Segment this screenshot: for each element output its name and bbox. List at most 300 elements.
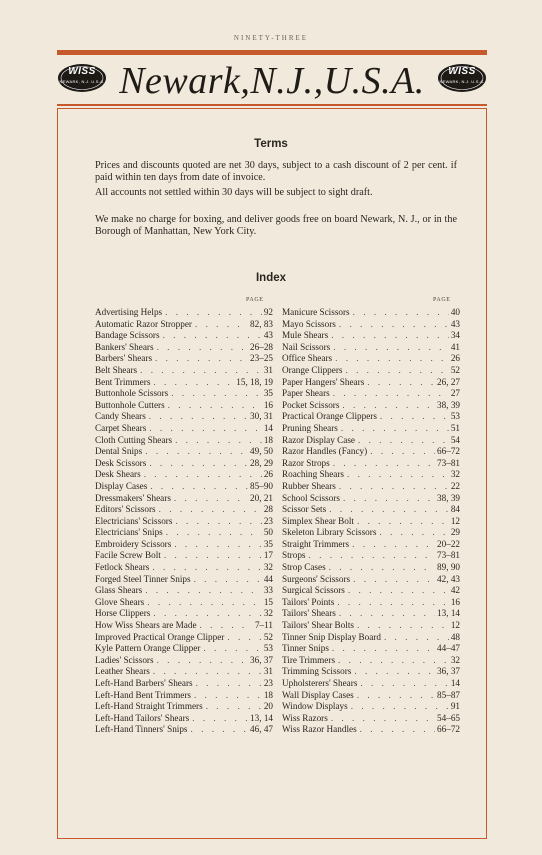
leader-dots xyxy=(161,550,262,562)
index-entry-name: Glass Shears xyxy=(95,585,143,596)
index-entry-name: Rubber Shears xyxy=(282,480,336,491)
index-entry-name: Strop Cases xyxy=(282,562,326,573)
index-entry-name: Tailors' Points xyxy=(282,596,335,607)
index-entry-name: Practical Orange Clippers xyxy=(282,411,377,422)
index-entry-page: 12 xyxy=(450,620,460,631)
index-entry xyxy=(95,493,273,505)
leader-dots xyxy=(150,666,262,678)
leader-dots xyxy=(381,632,449,644)
header-rule-thick xyxy=(57,50,487,55)
index-entry-name: Strops xyxy=(282,550,306,561)
leader-dots xyxy=(335,655,449,667)
index-entry-name: Belt Shears xyxy=(95,364,138,375)
index-entry-page: 51 xyxy=(450,422,460,433)
leader-dots xyxy=(345,585,449,597)
index-entry-name: Buttonhole Cutters xyxy=(95,399,165,410)
leader-dots xyxy=(146,458,248,470)
leader-dots xyxy=(348,701,449,713)
index-entry xyxy=(282,493,460,505)
leader-dots xyxy=(146,423,262,435)
index-entry-page: 28 xyxy=(263,504,273,515)
index-entry-name: Surgical Scissors xyxy=(282,585,345,596)
index-entry-name: Orange Clippers xyxy=(282,364,343,375)
index-entry xyxy=(95,527,273,539)
index-entry-page: 52 xyxy=(263,631,273,642)
index-entry-page: 18 xyxy=(263,689,273,700)
index-entry xyxy=(95,353,273,365)
index-entry-name: Left-Hand Straight Trimmers xyxy=(95,701,203,712)
leader-dots xyxy=(339,400,435,412)
index-entry-name: Simplex Shear Bolt xyxy=(282,515,354,526)
terms-heading: Terms xyxy=(254,138,288,150)
index-entry xyxy=(95,516,273,528)
index-entry-name: Tinner Snips xyxy=(282,643,329,654)
leader-dots xyxy=(340,493,435,505)
leader-dots xyxy=(171,539,262,551)
index-entry xyxy=(282,342,460,354)
index-entry xyxy=(282,585,460,597)
index-entry xyxy=(95,597,273,609)
index-entry-name: Left-Hand Tailors' Shears xyxy=(95,712,190,723)
index-entry xyxy=(95,690,273,702)
leader-dots xyxy=(354,690,435,702)
index-entry xyxy=(95,342,273,354)
leader-dots xyxy=(350,307,449,319)
index-entry-name: Barbers' Shears xyxy=(95,353,153,364)
index-entry-name: Tinner Snip Display Board xyxy=(282,631,381,642)
leader-dots xyxy=(191,574,262,586)
leader-dots xyxy=(342,365,448,377)
index-entry-page: 23 xyxy=(263,515,273,526)
index-entry-name: School Scissors xyxy=(282,492,340,503)
index-entry-page: 33 xyxy=(263,585,273,596)
index-entry xyxy=(95,423,273,435)
leader-dots xyxy=(350,574,435,586)
leader-dots xyxy=(150,608,261,620)
index-entry xyxy=(282,608,460,620)
leader-dots xyxy=(306,550,436,562)
index-entry-page: 53 xyxy=(450,411,460,422)
index-entry-name: Glove Shears xyxy=(95,596,145,607)
index-entry xyxy=(282,330,460,342)
leader-dots xyxy=(349,539,435,551)
index-entry xyxy=(282,400,460,412)
leader-dots xyxy=(344,469,449,481)
index-entry-page: 85–87 xyxy=(437,689,460,700)
index-entry-name: Wiss Razors xyxy=(282,712,328,723)
index-entry xyxy=(95,574,273,586)
leader-dots xyxy=(336,481,449,493)
index-entry-page: 32 xyxy=(450,469,460,480)
index-entry-page: 31 xyxy=(263,666,273,677)
index-entry xyxy=(282,724,460,736)
leader-dots xyxy=(328,330,449,342)
index-entry-name: Mayo Scissors xyxy=(282,318,336,329)
leader-dots xyxy=(197,620,253,632)
leader-dots xyxy=(142,446,248,458)
index-entry-page: 18 xyxy=(263,434,273,445)
index-entry-page: 84 xyxy=(450,504,460,515)
index-entry xyxy=(282,516,460,528)
leader-dots xyxy=(189,713,248,725)
index-entry xyxy=(282,539,460,551)
index-entry-page: 14 xyxy=(450,678,460,688)
index-entry xyxy=(95,655,273,667)
index-entry-page: 26 xyxy=(450,353,460,364)
leader-dots xyxy=(338,423,449,435)
index-entry-name: Forged Steel Tinner Snips xyxy=(95,573,191,584)
index-entry-name: Surgeons' Scissors xyxy=(282,573,351,584)
index-entry xyxy=(95,411,273,423)
leader-dots xyxy=(355,435,449,447)
index-entry-name: Improved Practical Orange Clipper xyxy=(95,631,225,642)
index-entry xyxy=(95,585,273,597)
index-entry-name: Candy Shears xyxy=(95,411,146,422)
leader-dots xyxy=(154,342,248,354)
leader-dots xyxy=(367,446,435,458)
index-entry xyxy=(282,562,460,574)
index-entry xyxy=(95,643,273,655)
index-entry-page: 32 xyxy=(263,608,273,619)
index-entry xyxy=(95,632,273,644)
index-entry xyxy=(282,666,460,678)
leader-dots xyxy=(364,377,435,389)
leader-dots xyxy=(203,701,262,713)
index-entry xyxy=(282,469,460,481)
index-entry xyxy=(95,562,273,574)
wiss-logo-right xyxy=(437,63,487,93)
index-entry xyxy=(282,365,460,377)
index-entry-name: Wiss Razor Handles xyxy=(282,724,357,735)
index-entry-page: 20–22 xyxy=(437,538,460,549)
index-entry-name: Electricians' Snips xyxy=(95,527,163,538)
leader-dots xyxy=(200,643,261,655)
index-entry-page: 42, 43 xyxy=(437,573,460,584)
index-entry-name: Cloth Cutting Shears xyxy=(95,434,173,445)
index-entry-name: Tailors' Shear Bolts xyxy=(282,620,354,631)
index-entry xyxy=(95,550,273,562)
index-entry-page: 54–65 xyxy=(437,712,460,723)
index-entry-name: Wall Display Cases xyxy=(282,689,354,700)
index-entry xyxy=(282,388,460,400)
index-entry xyxy=(95,319,273,331)
index-entry-page: 16 xyxy=(263,399,273,410)
index-entry-name: Tailors' Shears xyxy=(282,608,336,619)
leader-dots xyxy=(152,353,248,365)
leader-dots xyxy=(162,307,262,319)
index-entry xyxy=(282,307,460,319)
index-entry-name: Straight Trimmers xyxy=(282,538,350,549)
index-entry-name: Manicure Scissors xyxy=(282,307,350,317)
index-entry-page: 73–81 xyxy=(437,550,460,561)
index-entry-page: 31 xyxy=(263,364,273,375)
index-entry-page: 66–72 xyxy=(437,446,460,457)
leader-dots xyxy=(336,608,435,620)
leader-dots xyxy=(137,365,262,377)
index-entry-name: Upholsterers' Shears xyxy=(282,678,358,688)
leader-dots xyxy=(357,678,448,690)
index-entry-page: 91 xyxy=(450,701,460,712)
index-entry-page: 32 xyxy=(450,654,460,665)
leader-dots xyxy=(330,458,435,470)
index-entry-page: 20 xyxy=(263,701,273,712)
index-entry-page: 38, 39 xyxy=(437,399,460,410)
index-entry-name: Editors' Scissors xyxy=(95,504,156,515)
leader-dots xyxy=(357,724,435,736)
index-entry xyxy=(282,643,460,655)
index-entry-page: 42 xyxy=(450,585,460,596)
index-entry-name: Bent Trimmers xyxy=(95,376,151,387)
leader-dots xyxy=(377,411,449,423)
leader-dots xyxy=(351,666,435,678)
index-entry-name: Carpet Shears xyxy=(95,422,147,433)
index-entry xyxy=(95,666,273,678)
leader-dots xyxy=(330,342,449,354)
index-entry-page: 34 xyxy=(450,330,460,341)
index-entry-page: 44–47 xyxy=(437,643,460,654)
leader-dots xyxy=(336,319,449,331)
index-entry xyxy=(95,724,273,736)
index-entry-page: 40 xyxy=(450,307,460,317)
index-entry xyxy=(282,353,460,365)
index-entry-page: 15 xyxy=(263,596,273,607)
index-entry xyxy=(282,655,460,667)
index-entry-page: 38, 39 xyxy=(437,492,460,503)
index-entry-page: 66–72 xyxy=(437,724,460,735)
index-entry-page: 82, 83 xyxy=(250,318,273,329)
index-entry xyxy=(282,435,460,447)
leader-dots xyxy=(224,632,261,644)
index-entry-name: Horse Clippers xyxy=(95,608,151,619)
leader-dots xyxy=(149,562,261,574)
leader-dots xyxy=(188,724,249,736)
leader-dots xyxy=(168,388,262,400)
index-entry xyxy=(282,701,460,713)
index-entry-name: Fetlock Shears xyxy=(95,562,150,573)
index-entry-name: Skeleton Library Scissors xyxy=(282,527,377,538)
index-entry xyxy=(95,701,273,713)
index-entry xyxy=(95,608,273,620)
index-entry-name: Pruning Shears xyxy=(282,422,338,433)
index-entry xyxy=(282,713,460,725)
index-entry xyxy=(282,481,460,493)
index-entry-page: 27 xyxy=(450,388,460,399)
terms-paragraph: Prices and discounts quoted are net 30 days, subject to a cash discount of 2 per cent. if paid within ten days from date of invoice. xyxy=(95,160,457,183)
leader-dots xyxy=(328,713,435,725)
index-entry-page: 50 xyxy=(263,527,273,538)
index-entry-page: 73–81 xyxy=(437,457,460,468)
leader-dots xyxy=(156,504,262,516)
leader-dots xyxy=(142,585,262,597)
index-entry-name: Roaching Shears xyxy=(282,469,345,480)
index-entry xyxy=(282,690,460,702)
index-entry-name: Bankers' Shears xyxy=(95,341,154,352)
index-entry-page: 52 xyxy=(450,364,460,375)
index-entry-page: 16 xyxy=(450,596,460,607)
index-entry xyxy=(95,377,273,389)
index-entry xyxy=(282,632,460,644)
index-entry-page: 30, 31 xyxy=(250,411,273,422)
index-entry-name: Bandage Scissors xyxy=(95,330,160,341)
index-entry-page: 54 xyxy=(450,434,460,445)
terms-paragraph: All accounts not settled within 30 days will be subject to sight draft. xyxy=(95,187,373,198)
index-entry xyxy=(95,388,273,400)
index-entry-page: 41 xyxy=(450,341,460,352)
index-entry-page: 13, 14 xyxy=(250,712,273,723)
index-entry-name: Trimming Scissors xyxy=(282,666,352,677)
index-entry-name: Display Cases xyxy=(95,480,148,491)
index-entry-name: Left-Hand Bent Trimmers xyxy=(95,689,191,700)
index-entry xyxy=(282,620,460,632)
leader-dots xyxy=(144,597,262,609)
index-entry-page: 32 xyxy=(263,562,273,573)
leader-dots xyxy=(141,469,262,481)
index-entry xyxy=(95,307,273,319)
index-entry xyxy=(95,400,273,412)
leader-dots xyxy=(150,377,234,389)
index-entry-name: Left-Hand Tinners' Snips xyxy=(95,724,188,735)
index-entry xyxy=(282,504,460,516)
leader-dots xyxy=(329,643,435,655)
index-entry xyxy=(95,620,273,632)
leader-dots xyxy=(354,516,449,528)
index-entry-name: Nail Scissors xyxy=(282,341,331,352)
index-entry-name: Advertising Helps xyxy=(95,307,163,317)
index-entry-page: 35 xyxy=(263,538,273,549)
index-entry xyxy=(95,504,273,516)
letterhead-title: Newark,N.J.,U.S.A. xyxy=(119,60,425,102)
index-entry-name: Office Shears xyxy=(282,353,333,364)
index-entry-name: Razor Handles (Fancy) xyxy=(282,446,368,457)
index-entry-name: Leather Shears xyxy=(95,666,150,677)
index-entry-name: Automatic Razor Stropper xyxy=(95,318,192,329)
leader-dots xyxy=(330,388,449,400)
leader-dots xyxy=(332,353,449,365)
page-column-header-right: PAGE xyxy=(433,297,451,303)
index-entry xyxy=(282,411,460,423)
leader-dots xyxy=(172,435,262,447)
index-entry-name: Tire Trimmers xyxy=(282,654,336,665)
index-entry xyxy=(282,423,460,435)
index-entry-page: 85–90 xyxy=(250,480,273,491)
leader-dots xyxy=(334,597,449,609)
index-entry-page: 12 xyxy=(450,515,460,526)
index-entry-name: Pocket Scissors xyxy=(282,399,340,410)
index-entry-page: 26 xyxy=(263,469,273,480)
index-entry-name: Window Displays xyxy=(282,701,348,712)
leader-dots xyxy=(154,655,248,667)
index-entry xyxy=(282,446,460,458)
leader-dots xyxy=(147,481,248,493)
leader-dots xyxy=(376,527,448,539)
index-entry xyxy=(95,446,273,458)
leader-dots xyxy=(191,690,262,702)
index-entry xyxy=(95,481,273,493)
leader-dots xyxy=(172,516,261,528)
logo-text: WISS xyxy=(68,66,96,77)
index-entry-name: Mule Shears xyxy=(282,330,329,341)
index-entry xyxy=(282,574,460,586)
index-entry xyxy=(282,678,460,690)
index-entry-page: 28, 29 xyxy=(250,457,273,468)
index-entry-page: 43 xyxy=(263,330,273,341)
logo-subtext: NEWARK, N.J. U.S.A. xyxy=(439,79,485,84)
index-entry-page: 29 xyxy=(450,527,460,538)
index-entry-page: 44 xyxy=(263,573,273,584)
index-entry-page: 36, 37 xyxy=(437,666,460,677)
logo-subtext: NEWARK, N.J. U.S.A. xyxy=(59,79,105,84)
index-entry-name: Paper Shears xyxy=(282,388,330,399)
index-entry xyxy=(95,678,273,690)
index-entry-name: Embroidery Scissors xyxy=(95,538,172,549)
index-entry xyxy=(282,319,460,331)
index-entry-page: 36, 37 xyxy=(250,654,273,665)
index-entry-page: 23 xyxy=(263,678,273,688)
index-entry-page: 48 xyxy=(450,631,460,642)
index-entry-page: 26, 27 xyxy=(437,376,460,387)
letterhead xyxy=(57,58,487,104)
index-entry-page: 26–28 xyxy=(250,341,273,352)
index-entry-name: Paper Hangers' Shears xyxy=(282,376,365,387)
index-entry-name: How Wiss Shears are Made xyxy=(95,620,197,631)
index-entry-page: 20, 21 xyxy=(250,492,273,503)
index-entry-page: 7–11 xyxy=(254,620,273,631)
index-entry xyxy=(95,365,273,377)
leader-dots xyxy=(326,504,449,516)
index-entry-name: Kyle Pattern Orange Clipper xyxy=(95,643,201,654)
terms-paragraph: We make no charge for boxing, and deliver goods free on board Newark, N. J., or in the Borough of Manhattan, New York City. xyxy=(95,214,457,237)
leader-dots xyxy=(354,620,449,632)
index-entry-page: 49, 50 xyxy=(250,446,273,457)
logo-text: WISS xyxy=(448,66,476,77)
index-entry xyxy=(95,435,273,447)
page-column-header-left: PAGE xyxy=(246,297,264,303)
index-entry-name: Desk Shears xyxy=(95,469,141,480)
index-entry-page: 46, 47 xyxy=(250,724,273,735)
index-column-right xyxy=(282,307,460,736)
index-entry-page: 13, 14 xyxy=(437,608,460,619)
index-entry-page: 89, 90 xyxy=(437,562,460,573)
index-entry-name: Facile Screw Bolt xyxy=(95,550,161,561)
leader-dots xyxy=(160,330,262,342)
index-entry xyxy=(282,550,460,562)
index-entry-page: 15, 18, 19 xyxy=(236,376,273,387)
index-entry xyxy=(282,458,460,470)
index-entry xyxy=(282,597,460,609)
leader-dots xyxy=(146,411,248,423)
leader-dots xyxy=(163,527,262,539)
index-heading: Index xyxy=(255,272,287,284)
index-entry-name: Ladies' Scissors xyxy=(95,654,154,665)
leader-dots xyxy=(193,678,262,690)
page-number: NINETY-THREE xyxy=(233,34,309,42)
index-entry xyxy=(282,377,460,389)
index-entry-page: 14 xyxy=(263,422,273,433)
index-entry-name: Dental Snips xyxy=(95,446,143,457)
index-entry xyxy=(95,713,273,725)
index-entry-page: 53 xyxy=(263,643,273,654)
index-entry-page: 23–25 xyxy=(250,353,273,364)
index-entry-page: 92 xyxy=(263,307,273,317)
index-entry-name: Razor Strops xyxy=(282,457,330,468)
leader-dots xyxy=(171,493,248,505)
leader-dots xyxy=(326,562,435,574)
index-entry-name: Scissor Sets xyxy=(282,504,327,515)
index-entry-name: Dressmakers' Shears xyxy=(95,492,171,503)
index-entry xyxy=(95,458,273,470)
index-entry-page: 43 xyxy=(450,318,460,329)
index-entry-name: Electricians' Scissors xyxy=(95,515,173,526)
